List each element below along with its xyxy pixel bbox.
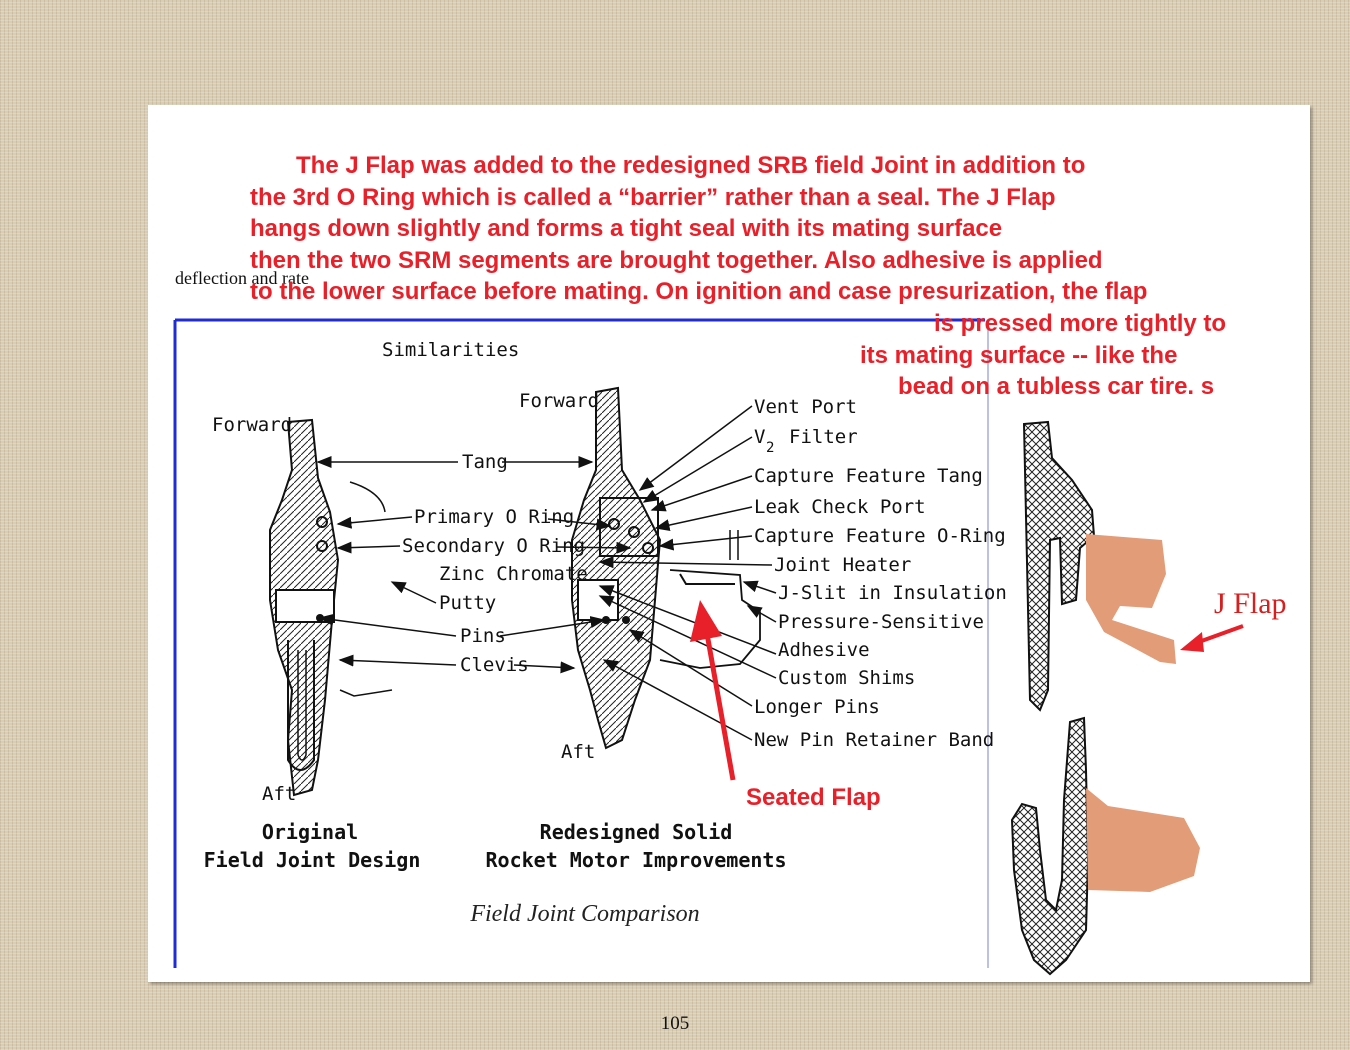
label-primary-o-ring: Primary O Ring (414, 506, 575, 528)
original-joint-drawing (270, 420, 392, 795)
original-forward-label: Forward (212, 414, 293, 436)
redesigned-forward-label: Forward (519, 390, 600, 412)
jflap-sketch-top (1024, 422, 1176, 710)
headline (250, 152, 1226, 400)
label-leak-check-port: Leak Check Port (754, 496, 926, 518)
label-vent-port: Vent Port (754, 396, 857, 418)
label-capture-feature-tang: Capture Feature Tang (754, 465, 983, 487)
diagram-heading: Similarities (382, 339, 520, 361)
label-new-pin-retainer-band: New Pin Retainer Band (754, 729, 995, 751)
headline-line-2: the 3rd O Ring which is called a “barrier” rather than a seal. The J Flap (250, 184, 1056, 211)
jflap-arrowhead (1180, 632, 1204, 652)
label-capture-feature-o-ring: Capture Feature O-Ring (754, 525, 1006, 547)
stray-text: deflection and rate (175, 268, 309, 288)
headline-line-6: is pressed more tightly to (934, 310, 1227, 337)
headline-line-8: bead on a tubless car tire. s (898, 373, 1215, 400)
diagram-caption: Field Joint Comparison (470, 901, 700, 927)
jflap-bottom-flap-shape (1086, 788, 1200, 892)
jflap-label: J Flap (1214, 587, 1287, 620)
label-j-slit: J-Slit in Insulation (778, 582, 1007, 604)
label-zinc-chromate: Zinc Chromate (439, 563, 588, 585)
label-joint-heater: Joint Heater (774, 554, 912, 576)
label-pins: Pins (460, 625, 506, 647)
label-secondary-o-ring: Secondary O Ring (402, 535, 586, 557)
label-pressure-sensitive: Pressure-Sensitive (778, 611, 984, 633)
headline-line-1: The J Flap was added to the redesigned SRB field Joint in addition to (296, 152, 1086, 179)
original-title-line-1: Original (261, 820, 359, 844)
label-tang: Tang (462, 451, 508, 473)
label-filter: Filter (789, 426, 858, 448)
jflap-arrow (1196, 626, 1243, 643)
redesigned-title-line-2: Rocket Motor Improvements (485, 848, 787, 872)
headline-line-5: to the lower surface before mating. On ignition and case presurization, the flap (250, 278, 1148, 305)
headline-line-4: then the two SRM segments are brought together. Also adhesive is applied (250, 247, 1103, 274)
original-title-line-2: Field Joint Design (203, 848, 421, 872)
original-aft-label: Aft (262, 783, 297, 805)
label-longer-pins: Longer Pins (754, 696, 880, 718)
headline-line-7: its mating surface -- like the (860, 342, 1178, 369)
headline-line-3: hangs down slightly and forms a tight seal with its mating surface (250, 215, 1003, 242)
label-custom-shims: Custom Shims (778, 667, 916, 689)
jflap-sketch-bottom (1012, 718, 1200, 974)
seated-flap-label: Seated Flap (746, 784, 881, 811)
redesigned-title-line-1: Redesigned Solid (539, 820, 733, 844)
page-number: 105 (660, 1013, 690, 1034)
middle-labels (402, 451, 588, 676)
label-v-subscript: 2 (766, 440, 775, 456)
right-labels (754, 396, 1007, 751)
seated-flap-arrow (706, 628, 733, 780)
label-clevis: Clevis (460, 654, 529, 676)
redesigned-aft-label: Aft (561, 741, 596, 763)
jflap-top-flap-shape (1086, 534, 1176, 664)
label-putty: Putty (439, 592, 497, 614)
label-adhesive: Adhesive (778, 639, 870, 661)
label-v: V (754, 426, 766, 448)
seated-flap-arrowhead (690, 600, 722, 642)
